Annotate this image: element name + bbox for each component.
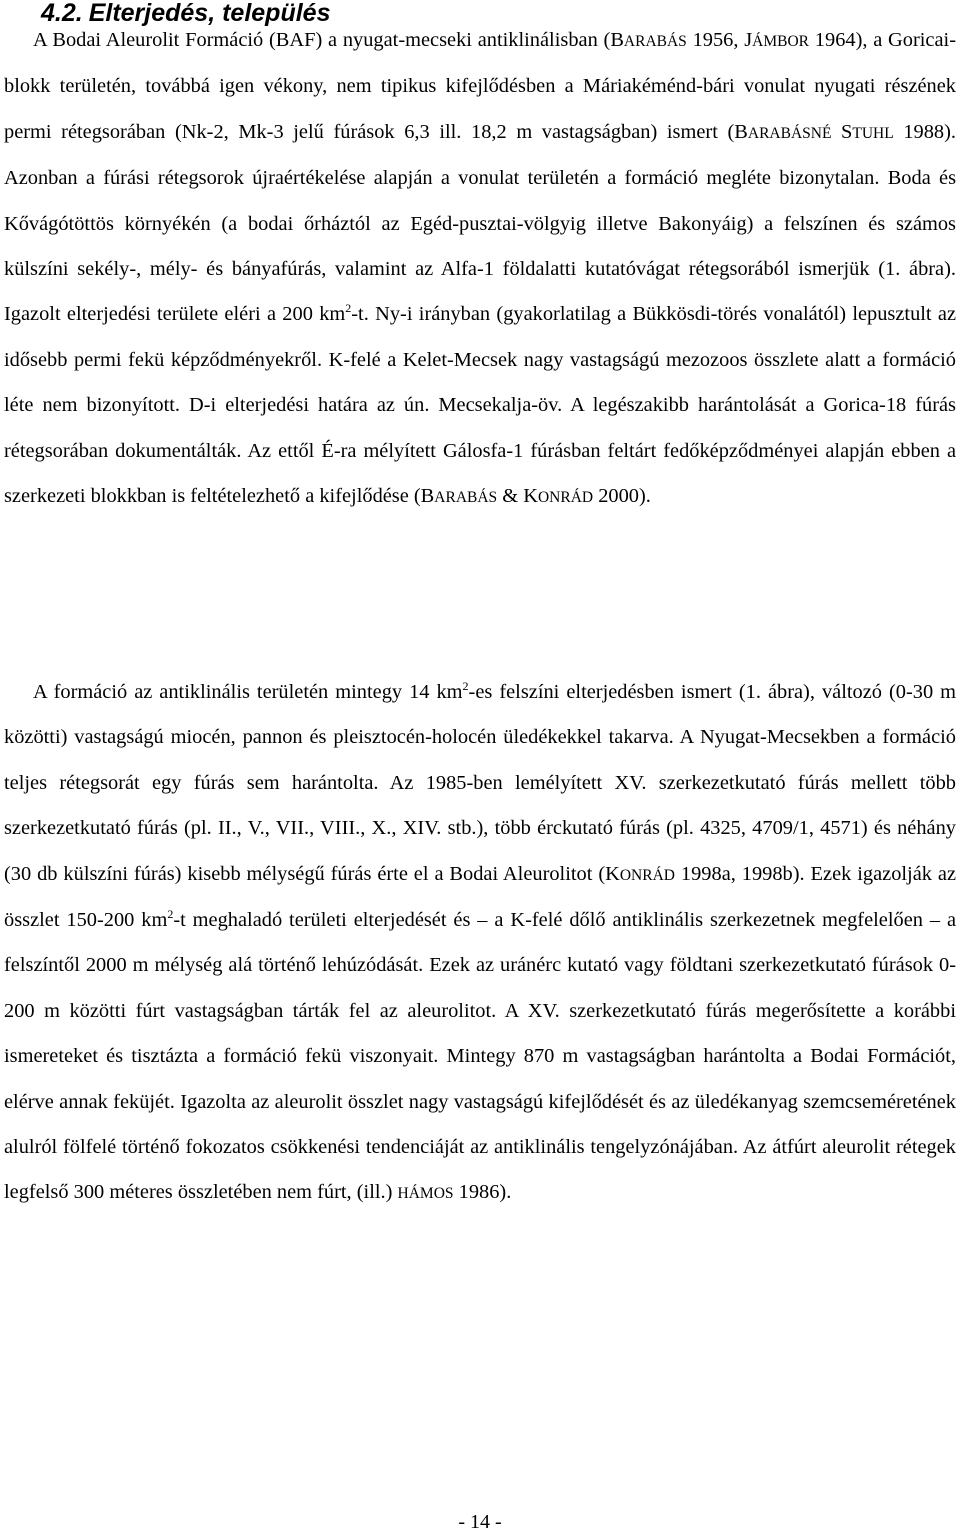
author-smallcaps: ÁMBOR [752, 33, 810, 50]
paragraph-antiklinalis [4, 670, 956, 1217]
superscript: 2 [345, 301, 352, 316]
text-run: 1964), a Goricai-blokk területén, továbbá igen vékony, nem tipikus kifejlődésben a Máriakéménd-bári vonulat nyugati részének permi rétegsorában (Nk-2, Mk-3 jelű fúrások 6,3 ill. 18,2 m vastagságban) ismert (B [4, 29, 956, 143]
author-smallcaps: ARABÁS [434, 489, 498, 507]
superscript: 2 [462, 679, 469, 693]
text-run: 1956, J [686, 29, 753, 51]
text-run: A formáció az antiklinális területén mintegy 14 km [33, 681, 463, 703]
section-title: Elterjedés, település [88, 0, 331, 27]
text-run: 2000). [593, 485, 651, 508]
paragraph-distribution [4, 18, 956, 520]
text-run: A Bodai Aleurolit Formáció (BAF) a nyugat-mecseki antiklinálisban (B [33, 29, 624, 51]
text-run: -t. Ny-i irányban (gyakorlatilag a Bükkösdi-törés vonalától) lepusztult az idősebb permi fekü képződményekről. K-felé a Kelet-Mecsek nagy vastagságú mezozoos összlete alatt a formáció léte nem bizonyított. D-i elterjedési határa az ún. Mecsekalja-öv. A legészakibb harántolását a Gorica-18 fúrás rétegsorában dokumentálták. Az ettől É-ra mélyített Gálosfa-1 fúrásban feltárt fedőképződményei alapján ebben a szerkezeti blokkban is feltételezhető a kifejlődése (B [4, 303, 956, 508]
author-smallcaps: ARABÁSNÉ [747, 124, 832, 142]
page-number: - 14 - [458, 1511, 502, 1533]
text-run: 1988). Azonban a fúrási rétegsorok újraértékelése alapján a vonulat területén a formáció megléte bizonytalan. Boda és Kővágótöttös környékén (a bodai őrháztól az Egéd-pusztai-völgyig illetve Bakonyáig) a felszínen és számos külszíni sekély-, mély- és bányafúrás, valamint az Alfa-1 földalatti kutatóvágat rétegsorából ismerjük (1. ábra). Igazolt elterjedési területe eléri a 200 km [4, 120, 956, 326]
superscript: 2 [167, 907, 174, 922]
text-run: 1998a, 1998b). Ezek igazolják az összlet 150-200 km [4, 862, 956, 932]
author-smallcaps: ONRÁD [537, 489, 594, 507]
text-run: & K [497, 485, 538, 508]
author-smallcaps: H [397, 1185, 409, 1203]
section-number: 4.2. [41, 0, 83, 27]
text-run: 1986). [453, 1181, 512, 1204]
text-run: -t meghaladó területi elterjedését és – a K-felé dőlő antiklinális szerkezetnek megfelelően – a felszíntől 2000 m mélység alá történő lehúzódását. Ezek az uránérc kutató vagy földtani szerkezetkutató fúrások 0-200 m közötti fúrt vastagságban tárták fel az aleurolitot. A XV. szerkezetkutató fúrás megerősítette a korábbi ismereteket és tisztázta a formáció fekü viszonyait. Mintegy 870 m vastagságban harántolta a Bodai Formációt, elérve annak feküjét. Igazolta az aleurolit összlet nagy vastagságú kifejlődését és az üledékanyag szemcseméretének alulról fölfelé történő fokozatos csökkenési tendenciáját az antiklinális tengelyzónájában. Az átfúrt aleurolit rétegek legfelső 300 méteres összletében nem fúrt, (ill.) [4, 909, 956, 1204]
author-smallcaps: TUHL [852, 124, 894, 142]
author-smallcaps: ÁMOS [408, 1185, 454, 1203]
text-run: S [831, 120, 853, 143]
text-run: -es felszíni elterjedésben ismert (1. ábra), változó (0-30 m közötti) vastagságú miocén, pannon és pleisztocén-holocén üledékekkel takarva. A Nyugat-Mecsekben a formáció teljes rétegsorát egy fúrás sem harántolta. Az 1985-ben lemélyített XV. szerkezetkutató fúrás mellett több szerkezetkutató fúrás (pl. II., V., VII., VIII., X., XIV. stb.), több érckutató fúrás (pl. 4325, 4709/1, 4571) és néhány (30 db külszíni fúrás) kisebb mélységű fúrás érte el a Bodai Aleurolitot (K [4, 681, 956, 885]
author-smallcaps: ONRÁD [619, 866, 675, 884]
author-smallcaps: ARABÁS [623, 33, 687, 50]
